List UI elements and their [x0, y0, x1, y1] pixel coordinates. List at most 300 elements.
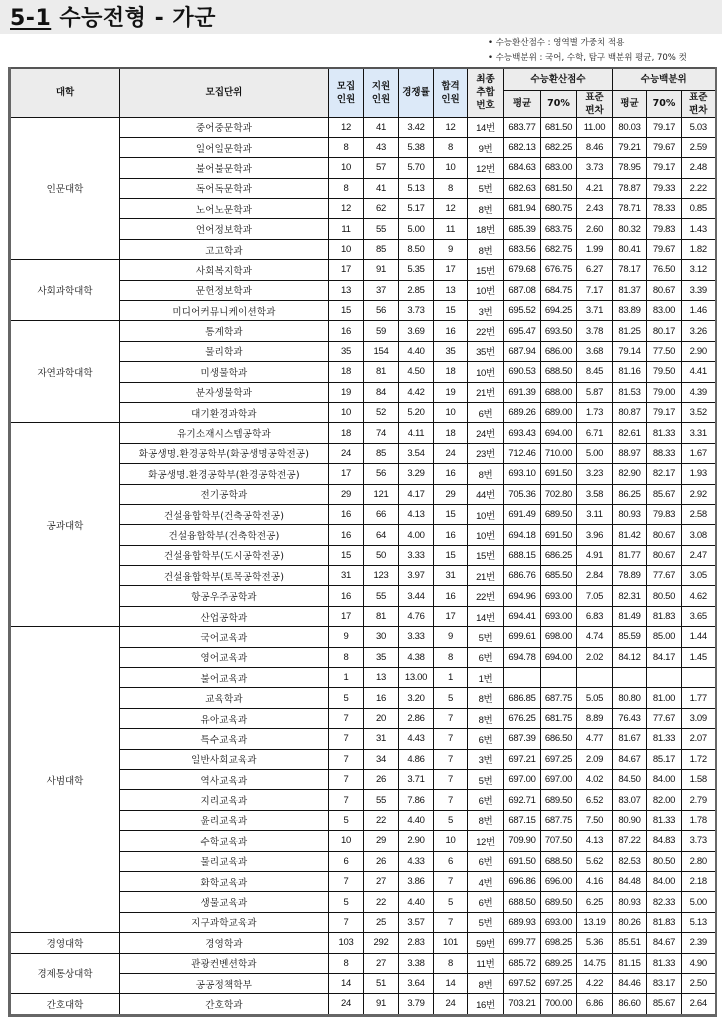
value-cell: 3.11	[577, 504, 613, 524]
value-cell: 8번	[468, 464, 504, 484]
dept-cell: 미생물학과	[120, 362, 329, 382]
value-cell: 3.54	[399, 443, 434, 463]
value-cell: 81.42	[613, 525, 647, 545]
value-cell: 691.50	[541, 525, 577, 545]
college-cell: 경제통상대학	[10, 953, 120, 994]
dept-cell: 전기공학과	[120, 484, 329, 504]
value-cell: 27	[364, 953, 399, 973]
value-cell: 689.50	[541, 790, 577, 810]
value-cell: 694.00	[541, 647, 577, 667]
value-cell: 693.00	[541, 912, 577, 932]
header-score-70: 70%	[541, 90, 577, 117]
table-row	[10, 423, 716, 443]
value-cell: 5	[434, 892, 468, 912]
value-cell: 79.00	[647, 382, 682, 402]
value-cell: 43	[364, 137, 399, 157]
value-cell: 81.37	[613, 280, 647, 300]
value-cell: 697.00	[504, 770, 541, 790]
value-cell: 1.99	[577, 239, 613, 259]
table-body	[10, 117, 716, 1015]
value-cell: 29	[434, 484, 468, 504]
value-cell: 81.67	[613, 729, 647, 749]
value-cell: 24	[434, 994, 468, 1015]
value-cell: 4번	[468, 871, 504, 891]
value-cell: 3.05	[682, 566, 716, 586]
value-cell: 27	[364, 871, 399, 891]
college-cell: 사범대학	[10, 627, 120, 933]
dept-cell: 고고학과	[120, 239, 329, 259]
value-cell: 18	[329, 362, 364, 382]
value-cell: 78.17	[613, 260, 647, 280]
value-cell: 21번	[468, 382, 504, 402]
dept-cell: 건설융합학부(토목공학전공)	[120, 566, 329, 586]
value-cell: 154	[364, 341, 399, 361]
value-cell: 81.25	[613, 321, 647, 341]
value-cell: 5.00	[682, 892, 716, 912]
value-cell: 8.46	[577, 137, 613, 157]
value-cell: 82.17	[647, 464, 682, 484]
value-cell: 6.83	[577, 606, 613, 626]
value-cell: 2.39	[682, 933, 716, 953]
value-cell: 7	[329, 770, 364, 790]
value-cell: 2.92	[682, 484, 716, 504]
note-item: • 수능백분위 : 국어, 수학, 탐구 백분위 평균, 70% 컷	[488, 51, 687, 66]
value-cell: 55	[364, 790, 399, 810]
value-cell: 10번	[468, 280, 504, 300]
value-cell: 1.45	[682, 647, 716, 667]
value-cell: 82.33	[647, 892, 682, 912]
value-cell: 34	[364, 749, 399, 769]
value-cell: 689.26	[504, 402, 541, 422]
value-cell: 3.73	[577, 158, 613, 178]
value-cell: 8번	[468, 708, 504, 728]
dept-cell: 건설융합학부(건축공학전공)	[120, 504, 329, 524]
value-cell: 84.00	[647, 770, 682, 790]
value-cell: 684.63	[504, 158, 541, 178]
value-cell: 15	[434, 545, 468, 565]
value-cell: 81.16	[613, 362, 647, 382]
value-cell: 83.07	[613, 790, 647, 810]
value-cell: 3.79	[399, 994, 434, 1015]
header-admitted: 합격 인원	[434, 68, 468, 117]
dept-cell: 불어불문학과	[120, 158, 329, 178]
value-cell: 41	[364, 117, 399, 137]
value-cell: 16	[434, 586, 468, 606]
value-cell: 694.25	[541, 301, 577, 321]
value-cell: 52	[364, 402, 399, 422]
value-cell: 5번	[468, 178, 504, 198]
value-cell: 3번	[468, 749, 504, 769]
value-cell: 4.62	[682, 586, 716, 606]
value-cell: 6번	[468, 647, 504, 667]
value-cell: 2.64	[682, 994, 716, 1015]
value-cell: 2.47	[682, 545, 716, 565]
value-cell: 7.50	[577, 810, 613, 830]
value-cell: 8	[329, 178, 364, 198]
value-cell: 10	[329, 831, 364, 851]
value-cell: 80.41	[613, 239, 647, 259]
value-cell: 5.00	[577, 443, 613, 463]
value-cell: 21번	[468, 566, 504, 586]
value-cell: 691.49	[504, 504, 541, 524]
value-cell: 5.70	[399, 158, 434, 178]
value-cell: 687.75	[541, 688, 577, 708]
value-cell: 18	[329, 423, 364, 443]
value-cell: 8	[329, 647, 364, 667]
value-cell: 695.47	[504, 321, 541, 341]
value-cell: 17	[329, 260, 364, 280]
value-cell: 31	[364, 729, 399, 749]
value-cell: 30	[364, 627, 399, 647]
value-cell: 685.72	[504, 953, 541, 973]
value-cell: 24	[434, 443, 468, 463]
value-cell: 683.56	[504, 239, 541, 259]
value-cell: 57	[364, 158, 399, 178]
college-cell: 자연과학대학	[10, 321, 120, 423]
value-cell: 10	[329, 239, 364, 259]
dept-cell: 교육학과	[120, 688, 329, 708]
value-cell: 8	[434, 178, 468, 198]
value-cell: 81.83	[647, 912, 682, 932]
value-cell: 5.00	[399, 219, 434, 239]
value-cell: 7	[434, 729, 468, 749]
value-cell: 80.80	[613, 688, 647, 708]
value-cell: 6	[329, 851, 364, 871]
value-cell: 4.22	[577, 973, 613, 993]
value-cell: 8번	[468, 239, 504, 259]
value-cell: 4.74	[577, 627, 613, 647]
value-cell: 79.17	[647, 402, 682, 422]
value-cell: 693.00	[541, 606, 577, 626]
value-cell: 702.80	[541, 484, 577, 504]
value-cell: 3.33	[399, 627, 434, 647]
value-cell: 13.00	[399, 668, 434, 688]
value-cell: 712.46	[504, 443, 541, 463]
dept-cell: 미디어커뮤니케이션학과	[120, 301, 329, 321]
value-cell: 19	[329, 382, 364, 402]
value-cell: 4.50	[399, 362, 434, 382]
value-cell: 0.85	[682, 199, 716, 219]
value-cell: 66	[364, 504, 399, 524]
value-cell: 12	[329, 199, 364, 219]
value-cell: 1.72	[682, 749, 716, 769]
value-cell: 23번	[468, 443, 504, 463]
value-cell: 4.13	[577, 831, 613, 851]
value-cell: 26	[364, 851, 399, 871]
value-cell: 693.43	[504, 423, 541, 443]
value-cell: 4.11	[399, 423, 434, 443]
value-cell: 687.94	[504, 341, 541, 361]
value-cell: 55	[364, 219, 399, 239]
notes	[488, 36, 687, 66]
value-cell: 12	[329, 117, 364, 137]
value-cell: 16	[329, 504, 364, 524]
header-score-std: 표준 편차	[577, 90, 613, 117]
value-cell: 87.22	[613, 831, 647, 851]
value-cell: 56	[364, 464, 399, 484]
value-cell: 3.96	[577, 525, 613, 545]
value-cell: 77.50	[647, 341, 682, 361]
value-cell: 123	[364, 566, 399, 586]
value-cell: 15	[329, 545, 364, 565]
value-cell: 1.78	[682, 810, 716, 830]
value-cell: 59	[364, 321, 399, 341]
value-cell: 7.86	[399, 790, 434, 810]
value-cell: 2.60	[577, 219, 613, 239]
value-cell: 7	[329, 871, 364, 891]
value-cell: 78.33	[647, 199, 682, 219]
value-cell: 705.36	[504, 484, 541, 504]
value-cell: 695.52	[504, 301, 541, 321]
value-cell: 693.50	[541, 321, 577, 341]
value-cell: 29	[329, 484, 364, 504]
value-cell: 688.00	[541, 382, 577, 402]
value-cell: 81.83	[647, 606, 682, 626]
value-cell: 14번	[468, 606, 504, 626]
value-cell: 676.25	[504, 708, 541, 728]
value-cell: 7	[434, 770, 468, 790]
value-cell: 8.45	[577, 362, 613, 382]
value-cell: 2.48	[682, 158, 716, 178]
value-cell: 78.71	[613, 199, 647, 219]
college-cell: 인문대학	[10, 117, 120, 260]
value-cell: 80.50	[647, 851, 682, 871]
value-cell: 81	[364, 362, 399, 382]
value-cell: 5	[329, 810, 364, 830]
value-cell: 699.77	[504, 933, 541, 953]
value-cell: 7	[329, 749, 364, 769]
value-cell: 79.14	[613, 341, 647, 361]
table-row	[10, 260, 716, 280]
value-cell: 10	[434, 831, 468, 851]
value-cell: 13	[364, 668, 399, 688]
value-cell: 6.52	[577, 790, 613, 810]
value-cell: 85.59	[613, 627, 647, 647]
table-row	[10, 627, 716, 647]
value-cell: 25	[364, 912, 399, 932]
dept-cell: 분자생물학과	[120, 382, 329, 402]
value-cell: 85	[364, 443, 399, 463]
value-cell: 683.77	[504, 117, 541, 137]
dept-cell: 중어중문학과	[120, 117, 329, 137]
value-cell: 694.00	[541, 423, 577, 443]
value-cell: 15	[329, 301, 364, 321]
value-cell: 4.77	[577, 729, 613, 749]
dept-cell: 항공우주공학과	[120, 586, 329, 606]
value-cell: 5번	[468, 770, 504, 790]
value-cell: 688.50	[504, 892, 541, 912]
value-cell: 3번	[468, 301, 504, 321]
value-cell: 80.67	[647, 525, 682, 545]
header-ratio: 경쟁률	[399, 68, 434, 117]
value-cell: 3.57	[399, 912, 434, 932]
dept-cell: 사회복지학과	[120, 260, 329, 280]
value-cell: 78.89	[613, 566, 647, 586]
table-row	[10, 117, 716, 137]
value-cell: 700.00	[541, 994, 577, 1015]
value-cell: 681.94	[504, 199, 541, 219]
value-cell: 81.77	[613, 545, 647, 565]
value-cell: 11	[329, 219, 364, 239]
value-cell: 80.26	[613, 912, 647, 932]
value-cell: 1.46	[682, 301, 716, 321]
value-cell: 5.38	[399, 137, 434, 157]
value-cell: 5.13	[682, 912, 716, 932]
value-cell: 80.93	[613, 504, 647, 524]
value-cell: 18	[434, 362, 468, 382]
college-cell: 공과대학	[10, 423, 120, 627]
value-cell: 79.83	[647, 219, 682, 239]
value-cell: 3.69	[399, 321, 434, 341]
value-cell: 3.71	[399, 770, 434, 790]
value-cell: 91	[364, 994, 399, 1015]
value-cell: 689.50	[541, 892, 577, 912]
value-cell: 697.00	[541, 770, 577, 790]
value-cell: 7	[434, 708, 468, 728]
value-cell: 694.96	[504, 586, 541, 606]
value-cell: 676.75	[541, 260, 577, 280]
value-cell: 3.33	[399, 545, 434, 565]
dept-cell: 수학교육과	[120, 831, 329, 851]
value-cell: 690.53	[504, 362, 541, 382]
value-cell: 81.33	[647, 953, 682, 973]
value-cell: 80.50	[647, 586, 682, 606]
value-cell: 13	[329, 280, 364, 300]
value-cell: 37	[364, 280, 399, 300]
value-cell: 4.33	[399, 851, 434, 871]
value-cell: 8번	[468, 688, 504, 708]
value-cell: 5	[329, 688, 364, 708]
dept-cell: 경영학과	[120, 933, 329, 953]
value-cell: 6	[434, 851, 468, 871]
value-cell: 84.67	[613, 749, 647, 769]
value-cell	[647, 668, 682, 688]
value-cell: 14	[329, 973, 364, 993]
dept-cell: 물리교육과	[120, 851, 329, 871]
value-cell: 4.76	[399, 606, 434, 626]
value-cell: 7.05	[577, 586, 613, 606]
value-cell: 3.09	[682, 708, 716, 728]
value-cell: 82.90	[613, 464, 647, 484]
value-cell: 8	[434, 647, 468, 667]
value-cell: 12번	[468, 158, 504, 178]
value-cell: 2.90	[682, 341, 716, 361]
header-final-waitlist: 최종 추합 번호	[468, 68, 504, 117]
value-cell: 679.68	[504, 260, 541, 280]
value-cell: 88.97	[613, 443, 647, 463]
value-cell: 1.77	[682, 688, 716, 708]
value-cell: 103	[329, 933, 364, 953]
value-cell: 16	[364, 688, 399, 708]
value-cell: 697.21	[504, 749, 541, 769]
value-cell: 4.91	[577, 545, 613, 565]
table-row	[10, 933, 716, 953]
value-cell: 9	[329, 627, 364, 647]
dept-cell: 언어정보학과	[120, 219, 329, 239]
value-cell: 13	[434, 280, 468, 300]
value-cell: 682.75	[541, 239, 577, 259]
value-cell: 13.19	[577, 912, 613, 932]
value-cell: 80.93	[613, 892, 647, 912]
value-cell: 11번	[468, 953, 504, 973]
value-cell: 86.60	[613, 994, 647, 1015]
value-cell: 24	[329, 443, 364, 463]
value-cell: 85.17	[647, 749, 682, 769]
header-dept: 모집단위	[120, 68, 329, 117]
value-cell: 686.76	[504, 566, 541, 586]
value-cell: 80.87	[613, 402, 647, 422]
value-cell: 8	[329, 137, 364, 157]
value-cell: 680.75	[541, 199, 577, 219]
value-cell	[613, 668, 647, 688]
value-cell: 85.51	[613, 933, 647, 953]
value-cell: 88.33	[647, 443, 682, 463]
value-cell: 82.31	[613, 586, 647, 606]
value-cell: 84.48	[613, 871, 647, 891]
dept-cell: 문헌정보학과	[120, 280, 329, 300]
dept-cell: 노어노문학과	[120, 199, 329, 219]
value-cell: 685.39	[504, 219, 541, 239]
value-cell: 85.00	[647, 627, 682, 647]
value-cell: 79.21	[613, 137, 647, 157]
value-cell: 4.40	[399, 810, 434, 830]
value-cell: 6.27	[577, 260, 613, 280]
dept-cell: 대기환경과학과	[120, 402, 329, 422]
value-cell: 80.32	[613, 219, 647, 239]
value-cell: 35	[434, 341, 468, 361]
dept-cell: 영어교육과	[120, 647, 329, 667]
value-cell: 691.50	[541, 464, 577, 484]
dept-cell: 일반사회교육과	[120, 749, 329, 769]
value-cell: 74	[364, 423, 399, 443]
value-cell: 694.18	[504, 525, 541, 545]
value-cell: 22번	[468, 586, 504, 606]
value-cell: 81.33	[647, 729, 682, 749]
value-cell: 4.38	[399, 647, 434, 667]
value-cell: 7	[434, 749, 468, 769]
value-cell: 697.25	[541, 749, 577, 769]
value-cell	[541, 668, 577, 688]
value-cell: 85	[364, 239, 399, 259]
value-cell: 82.61	[613, 423, 647, 443]
dept-cell: 화공생명.환경공학부(화공생명공학전공)	[120, 443, 329, 463]
value-cell: 697.52	[504, 973, 541, 993]
value-cell: 687.39	[504, 729, 541, 749]
value-cell: 79.67	[647, 239, 682, 259]
value-cell: 698.25	[541, 933, 577, 953]
value-cell: 17	[329, 464, 364, 484]
table-row	[10, 321, 716, 341]
value-cell: 3.23	[577, 464, 613, 484]
value-cell: 35번	[468, 341, 504, 361]
value-cell: 681.50	[541, 178, 577, 198]
value-cell: 84.17	[647, 647, 682, 667]
value-cell: 694.78	[504, 647, 541, 667]
value-cell: 80.03	[613, 117, 647, 137]
value-cell: 35	[364, 647, 399, 667]
value-cell: 5	[434, 810, 468, 830]
value-cell: 4.86	[399, 749, 434, 769]
note-item: • 수능환산점수 : 영역별 가중치 적용	[488, 36, 687, 51]
value-cell: 5	[329, 892, 364, 912]
value-cell: 696.86	[504, 871, 541, 891]
dept-cell: 특수교육과	[120, 729, 329, 749]
value-cell: 687.75	[541, 810, 577, 830]
value-cell: 3.52	[682, 402, 716, 422]
value-cell: 5	[434, 688, 468, 708]
value-cell: 1.43	[682, 219, 716, 239]
dept-cell: 국어교육과	[120, 627, 329, 647]
